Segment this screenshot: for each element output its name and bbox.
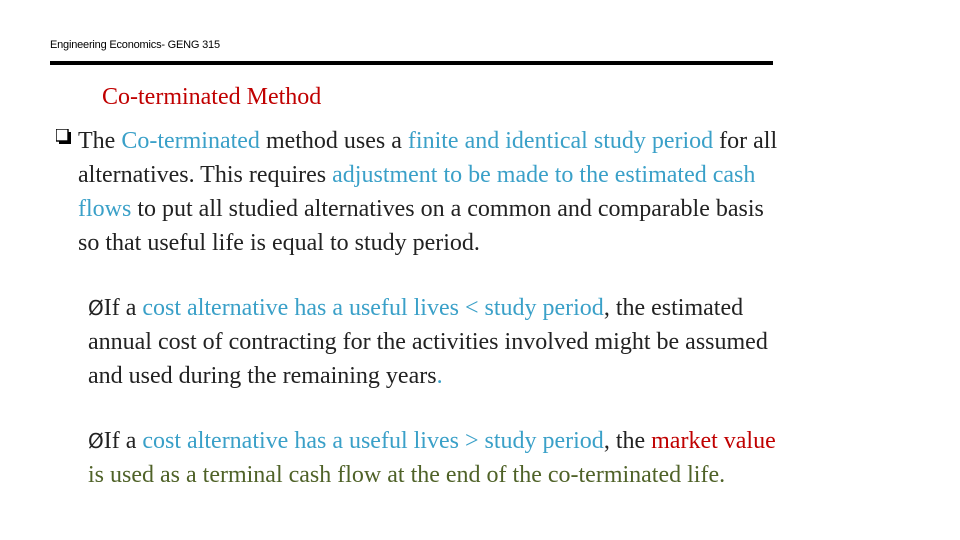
header-divider	[50, 61, 773, 65]
sub2-line-1	[88, 424, 938, 458]
main-line-3	[78, 192, 928, 226]
checkbox-bullet-icon	[56, 129, 71, 144]
highlight-market-value: market value	[651, 428, 776, 454]
text: If a	[103, 295, 143, 321]
period: .	[436, 363, 443, 389]
sub1-line-2	[88, 325, 938, 359]
sub2-line-2	[88, 458, 938, 492]
text: for all	[713, 128, 778, 154]
text: so that useful life is equal to study period.	[78, 230, 480, 256]
text: alternatives. This requires	[78, 162, 333, 188]
sub1-line-1	[88, 291, 938, 325]
main-bullet-paragraph	[78, 124, 928, 260]
text: If a	[103, 428, 143, 454]
highlight-study-period: finite and identical study period	[407, 128, 714, 154]
sub-bullet-1	[88, 291, 938, 393]
course-title: Engineering Economics- GENG 315	[50, 39, 220, 51]
sub-bullet-2	[88, 424, 938, 492]
slide-title: Co-terminated Method	[102, 84, 322, 110]
text: and used during the remaining years	[88, 363, 437, 389]
text: is used as a terminal cash flow at the end of the co-terminated life.	[88, 462, 726, 488]
sub1-line-3	[88, 359, 938, 393]
main-line-4	[78, 226, 928, 260]
highlight-co-terminated: Co-terminated	[121, 128, 260, 154]
text: method uses a	[259, 128, 408, 154]
highlight-greater-than: cost alternative has a useful lives > study period	[142, 428, 604, 454]
text: annual cost of contracting for the activities involved might be assumed	[88, 329, 768, 355]
arrow-bullet-icon: Ø	[88, 296, 104, 320]
main-line-1	[78, 124, 928, 158]
highlight-adjustment: adjustment to be made to the estimated cash	[332, 162, 756, 188]
arrow-bullet-icon: Ø	[88, 429, 104, 453]
text: , the	[603, 428, 652, 454]
highlight-flows: flows	[78, 196, 132, 222]
highlight-less-than: cost alternative has a useful lives < study period	[142, 295, 604, 321]
text: The	[78, 128, 122, 154]
main-line-2	[78, 158, 928, 192]
text: , the estimated	[603, 295, 744, 321]
text: to put all studied alternatives on a common and comparable basis	[131, 196, 764, 222]
